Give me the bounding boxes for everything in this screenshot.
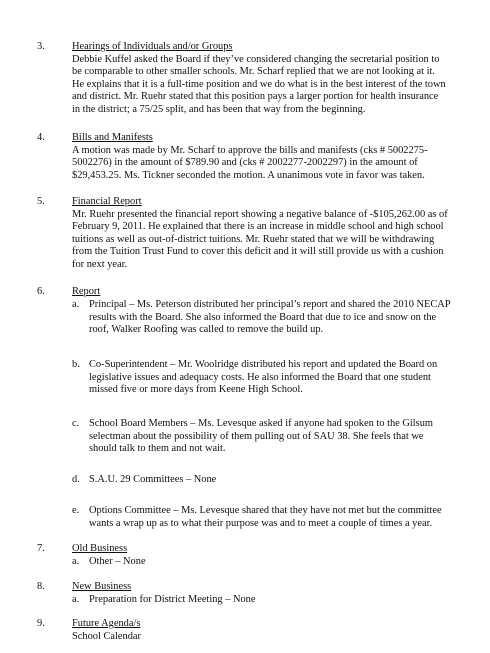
- section-heading: Bills and Manifests: [72, 132, 153, 143]
- paragraph-line: for next year.: [72, 258, 128, 270]
- item-line: wants a wrap up as to what their purpose was and to meet a couple of times a year.: [89, 517, 433, 529]
- item-line: should talk to them and not wait.: [89, 443, 226, 455]
- report-item-principal: [0, 299, 490, 337]
- section-heading: Old Business: [72, 543, 128, 554]
- item-line: legislative issues and adequacy costs. He also informed the Board that one student: [89, 371, 431, 383]
- item-letter: a.: [72, 593, 80, 605]
- paragraph-line: February 9, 2011. He explained that there is an increase in middle school and high school: [72, 221, 444, 233]
- section-number: 9.: [37, 618, 45, 629]
- item-line: results with the Board. She also informed the Board that due to ice and snow on the: [89, 311, 437, 323]
- item-line: missed five or more days from Keene High School.: [89, 384, 303, 396]
- paragraph-line: A motion was made by Mr. Scharf to approve the bills and manifests (cks # 5002275-: [72, 144, 428, 156]
- paragraph-line: Debbie Kuffel asked the Board if they’ve considered changing the secretarial position to: [72, 53, 440, 65]
- paragraph-line: in the district; a 75/25 split, and has been that way from the beginning.: [72, 103, 366, 115]
- section-heading: Hearings of Individuals and/or Groups: [72, 41, 233, 52]
- paragraph-line: $29,453.25. Ms. Tickner seconded the motion. A unanimous vote in favor was taken.: [72, 169, 425, 181]
- paragraph-line: He explains that it is a full-time position and we do what is in the best interest of the town: [72, 78, 446, 90]
- section-number: 4.: [37, 132, 45, 143]
- section-number: 3.: [37, 41, 45, 52]
- paragraph-line: and district. Mr. Ruehr stated that this position pays a larger portion for health insurance: [72, 91, 439, 103]
- paragraph-line: from the Tuition Trust Fund to cover this deficit and it will still provide us with a cushion: [72, 246, 444, 258]
- item-letter: a.: [72, 299, 80, 310]
- item-line: Other – None: [89, 555, 146, 567]
- report-item-sau-committees: [0, 474, 490, 487]
- item-line: S.A.U. 29 Committees – None: [89, 474, 217, 485]
- section-heading: Future Agenda/s: [72, 618, 141, 629]
- item-letter: c.: [72, 418, 80, 429]
- section-number: 7.: [37, 543, 45, 554]
- report-item-options-committee: [0, 505, 490, 530]
- paragraph-line: 5002276) in the amount of $789.90 and (cks # 2002277-2002297) in the amount of: [72, 157, 418, 169]
- item-line: Co-Superintendent – Mr. Woolridge distributed his report and updated the Board on: [89, 359, 438, 370]
- item-line: selectman about the possibility of them pulling out of SAU 38. She feels that we: [89, 430, 424, 442]
- section-number: 6.: [37, 286, 45, 297]
- item-line: Principal – Ms. Peterson distributed her principal’s report and shared the 2010 NECAP: [89, 299, 451, 310]
- paragraph-line: Mr. Ruehr presented the financial report showing a negative balance of -$105,262.00 as of: [72, 208, 448, 220]
- paragraph-line: be comparable to other smaller schools. Mr. Scharf replied that we are not looking at it.: [72, 66, 435, 78]
- item-line: roof, Walker Roofing was called to remove the build up.: [89, 324, 324, 336]
- section-heading: Financial Report: [72, 196, 142, 207]
- report-item-school-board-members: [0, 418, 490, 456]
- item-line: School Board Members – Ms. Levesque asked if anyone had spoken to the Gilsum: [89, 418, 433, 429]
- section-heading: Report: [72, 286, 101, 297]
- item-letter: d.: [72, 474, 80, 485]
- item-letter: b.: [72, 359, 80, 370]
- section-heading: New Business: [72, 581, 132, 592]
- item-letter: e.: [72, 505, 80, 516]
- item-line: Preparation for District Meeting – None: [89, 593, 256, 605]
- report-item-co-superintendent: [0, 359, 490, 397]
- paragraph-line: tuitions as well as out-of-district tuitions. Mr. Ruehr stated that we will be withdrawing: [72, 233, 435, 245]
- section-number: 8.: [37, 581, 45, 592]
- paragraph-line: School Calendar: [72, 630, 141, 642]
- section-number: 5.: [37, 196, 45, 207]
- item-letter: a.: [72, 555, 80, 567]
- item-line: Options Committee – Ms. Levesque shared that they have not met but the committee: [89, 505, 442, 516]
